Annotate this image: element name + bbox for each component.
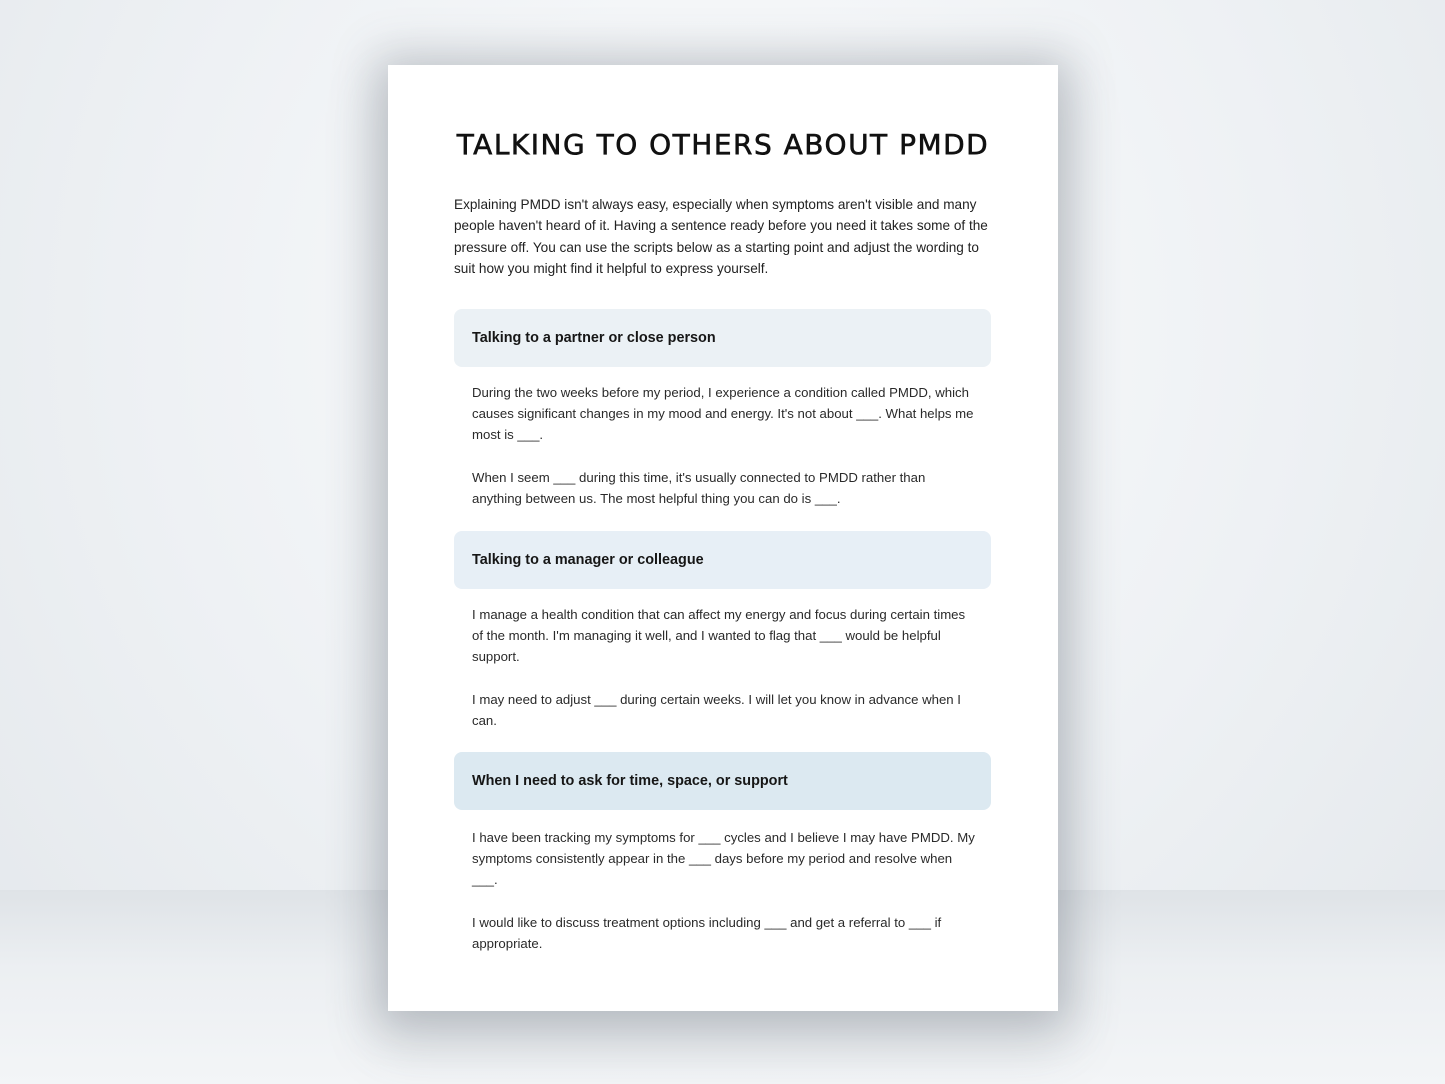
script-paragraph: When I seem ___ during this time, it's usually connected to PMDD rather than anything between us. The most helpful thing you can do is ___. bbox=[472, 469, 926, 506]
script-paragraph: I may need to adjust ___ during certain weeks. I will let you know in advance when I can. bbox=[472, 691, 961, 728]
script-paragraph: I would like to discuss treatment options including ___ and get a referral to ___ if appropriate. bbox=[472, 914, 942, 951]
script-paragraph: I manage a health condition that can affect my energy and focus during certain times of the month. I'm managing it well, and I wanted to flag that ___ would be helpful support. bbox=[472, 607, 966, 665]
section-body-manager bbox=[472, 604, 977, 752]
section-header-manager: Talking to a manager or colleague bbox=[454, 531, 991, 589]
section-body-partner bbox=[472, 382, 977, 530]
document-page bbox=[388, 65, 1058, 1011]
section-body-support bbox=[472, 827, 977, 975]
section-header-support: When I need to ask for time, space, or support bbox=[454, 752, 991, 810]
section-header-partner: Talking to a partner or close person bbox=[454, 309, 991, 367]
intro-paragraph: Explaining PMDD isn't always easy, especially when symptoms aren't visible and many people haven't heard of it. Having a sentence ready before you need it takes some of the pressure off. You can use the scripts below as a starting point and adjust the wording to suit how you might find it helpful to express yourself. bbox=[454, 197, 988, 276]
script-paragraph: During the two weeks before my period, I experience a condition called PMDD, which causes significant changes in my mood and energy. It's not about ___. What helps me most is ___. bbox=[472, 385, 974, 443]
script-paragraph: I have been tracking my symptoms for ___ cycles and I believe I may have PMDD. My symptoms consistently appear in the ___ days before my period and resolve when ___. bbox=[472, 830, 975, 888]
page-title: TALKING TO OTHERS ABOUT PMDD bbox=[456, 128, 990, 161]
